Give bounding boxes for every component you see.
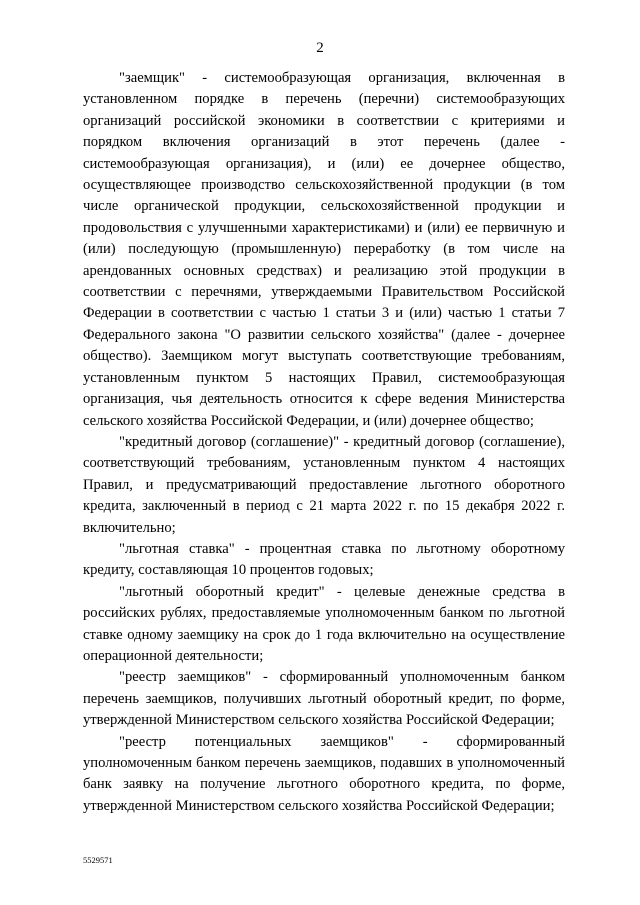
document-body (83, 68, 565, 817)
definition-borrower-registry: "реестр заемщиков" - сформированный уполномоченным банком перечень заемщиков, получивших льготный оборотный кредит, по форме, утвержденной Министерством сельского хозяйства Российской Федерации; (83, 669, 565, 729)
definition-preferential-rate: "льготная ставка" - процентная ставка по льготному оборотному кредиту, составляющая 10 процентов годовых; (83, 540, 565, 579)
definition-preferential-working-capital-loan: "льготный оборотный кредит" - целевые денежные средства в российских рублях, предоставляемые уполномоченным банком по льготной ставке одному заемщику на срок до 1 года включительно на осуществление операционной деятельности; (83, 583, 565, 664)
document-id: 5529571 (83, 855, 113, 865)
definition-borrower: "заемщик" - системообразующая организация, включенная в установленном порядке в перечень (перечни) системообразующих организаций российской экономики в соответствии с критериями и порядком включения организаций в этот перечень (далее - системообразующая организация), и (или) ее дочернее общество, осуществляющее производство сельскохозяйственной продукции (в том числе органической продукции, сельскохозяйственной продукции и продовольствия с улучшенными характеристиками) и (или) ее первичную и (или) последующую (промышленную) переработку (в том числе на арендованных основных средствах) и реализацию этой продукции в соответствии с перечнями, утверждаемыми Правительством Российской Федерации в соответствии с частью 1 статьи 3 и (или) частью 1 статьи 7 Федерального закона "О развитии сельского хозяйства" (далее - дочернее общество). Заемщиком могут выступать соответствующие требованиям, установленным пунктом 5 настоящих Правил, системообразующая организация, чья деятельность относится к сфере ведения Министерства сельского хозяйства Российской Федерации, и (или) дочернее общество; (83, 70, 565, 429)
page-number: 2 (316, 40, 324, 56)
definition-credit-agreement: "кредитный договор (соглашение)" - кредитный договор (соглашение), соответствующий требованиям, установленным пунктом 4 настоящих Правил, и предусматривающий предоставление льготного оборотного кредита, заключенный в период с 21 марта 2022 г. по 15 декабря 2022 г. включительно; (83, 433, 565, 536)
definition-potential-borrower-registry: "реестр потенциальных заемщиков" - сформированный уполномоченным банком перечень заемщиков, подавших в уполномоченный банк заявку на получение льготного оборотного кредита, по форме, утвержденной Министерством сельского хозяйства Российской Федерации; (83, 733, 565, 814)
